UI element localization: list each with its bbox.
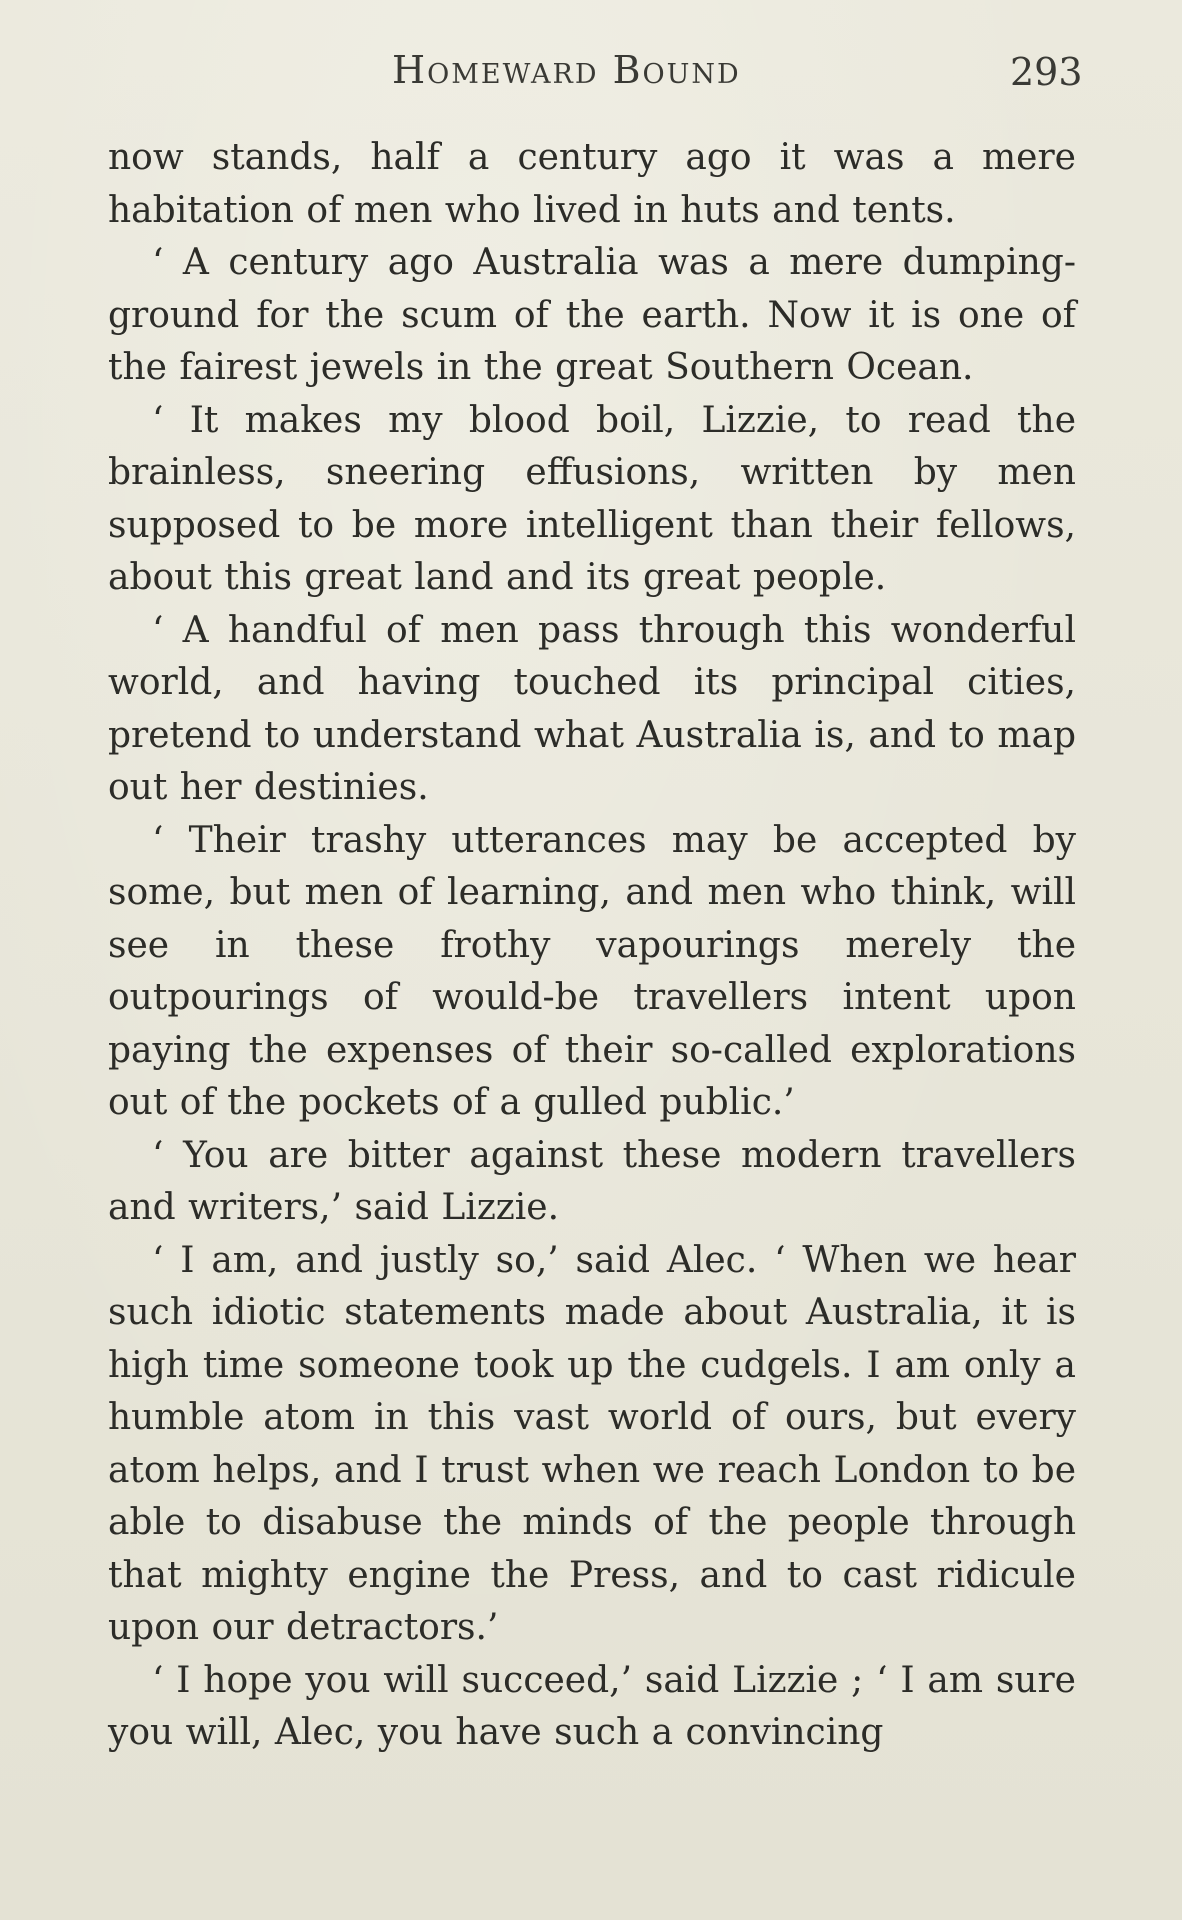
paragraph-2: ‘ A century ago Australia was a mere dumping-ground for the scum of the earth. Now it is one of the fairest jewels in the great Southern Ocean. — [108, 242, 1076, 388]
paragraph-3: ‘ It makes my blood boil, Lizzie, to read the brainless, sneering effusions, written by men supposed to be more intelligent than their fellows, about this great land and its great people. — [108, 399, 1076, 598]
paragraph-1: now stands, half a century ago it was a mere habitation of men who lived in huts and tents. — [108, 137, 1076, 231]
paragraph-4: ‘ A handful of men pass through this wonderful world, and having touched its principal cities, pretend to understand what Australia is, and to map out her destinies. — [108, 609, 1076, 808]
body-text — [108, 132, 1076, 1760]
paragraph-7: ‘ I am, and justly so,’ said Alec. ‘ When we hear such idiotic statements made about Australia, it is high time someone took up the cudgels. I am only a humble atom in this vast world of ours, but every atom helps, and I trust when we reach London to be able to disabuse the minds of the people through that mighty engine the Press, and to cast ridicule upon our detractors.’ — [108, 1239, 1076, 1648]
paragraph-6: ‘ You are bitter against these modern travellers and writers,’ said Lizzie. — [108, 1134, 1076, 1228]
page-number: 293 — [1010, 50, 1083, 94]
running-head-title: Homeward Bound — [392, 48, 741, 92]
paragraph-8: ‘ I hope you will succeed,’ said Lizzie ; ‘ I am sure you will, Alec, you have such a convincing — [108, 1659, 1076, 1753]
paragraph-5: ‘ Their trashy utterances may be accepted by some, but men of learning, and men who think, will see in these frothy vapourings merely the outpourings of would-be travellers intent upon paying the expenses of their so-called explorations out of the pockets of a gulled public.’ — [108, 819, 1076, 1123]
running-head — [0, 48, 1182, 108]
